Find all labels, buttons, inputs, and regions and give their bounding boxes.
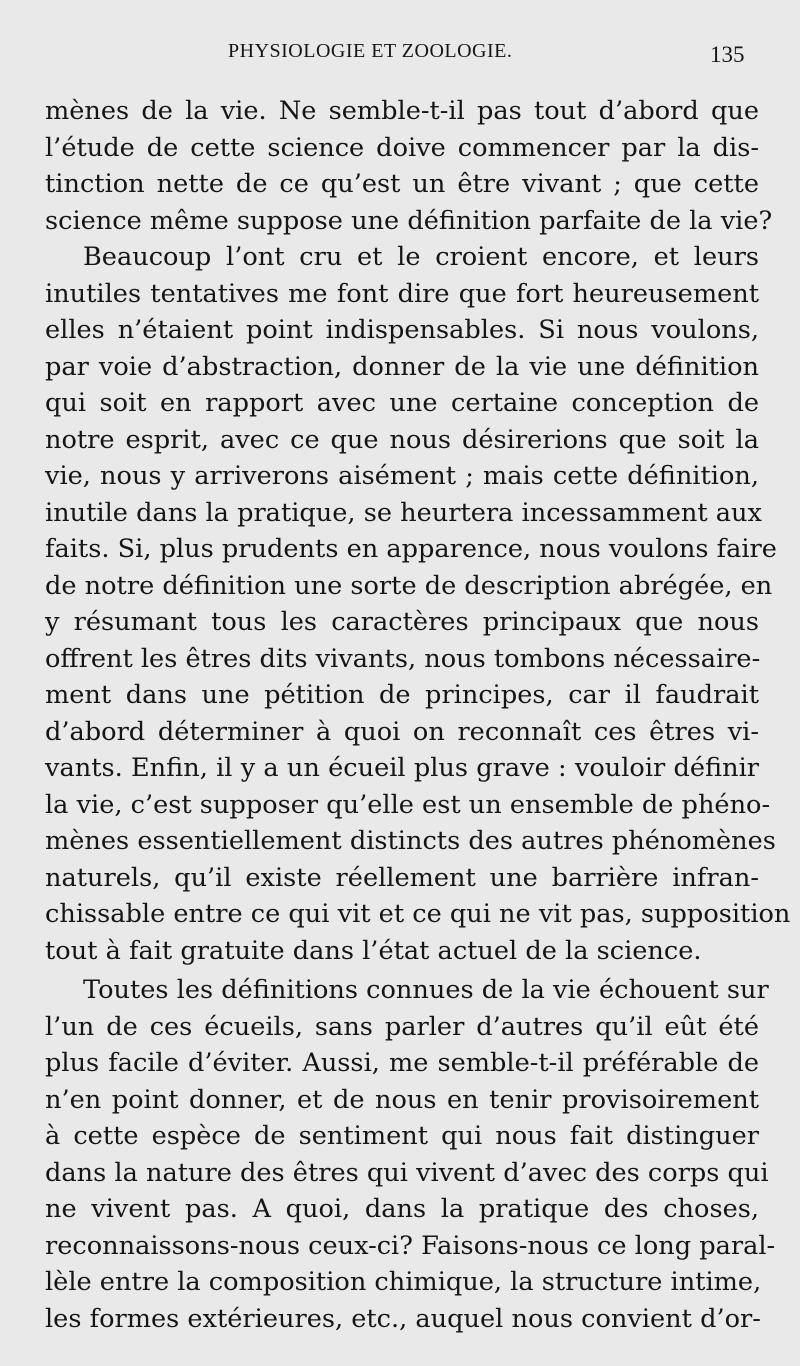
text-line: inutiles tentatives me font dire que fort heureusement	[45, 278, 759, 309]
text-line: mènes de la vie. Ne semble-t-il pas tout d’abord que	[45, 96, 759, 126]
page-number: 135	[710, 42, 745, 67]
text-line: offrent les êtres dits vivants, nous tombons nécessaire-	[45, 643, 761, 674]
text-line: science même suppose une définition parfaite de la vie?	[45, 205, 773, 236]
body-text	[45, 93, 791, 1337]
text-line: ne vivent pas. A quoi, dans la pratique des choses,	[45, 1194, 759, 1224]
text-line: faits. Si, plus prudents en apparence, nous voulons faire	[45, 534, 777, 564]
text-line: mènes essentiellement distincts des autres phénomènes	[45, 826, 776, 856]
text-line: les formes extérieures, etc., auquel nous convient d’or-	[45, 1303, 761, 1334]
text-line: l’étude de cette science doive commencer par la dis-	[45, 132, 759, 163]
text-line: ment dans une pétition de principes, car il faudrait	[45, 680, 759, 710]
text-line: vants. Enfin, il y a un écueil plus grave : vouloir définir	[45, 753, 759, 783]
text-line: y résumant tous les caractères principaux que nous	[45, 607, 759, 637]
paragraph-3	[45, 972, 776, 1337]
text-line: plus facile d’éviter. Aussi, me semble-t-il préférable de	[45, 1048, 759, 1078]
text-line: Toutes les définitions connues de la vie échouent sur	[83, 975, 769, 1005]
paragraph-1	[45, 93, 773, 239]
paragraph-2	[45, 239, 791, 969]
text-line: inutile dans la pratique, se heurtera incessamment aux	[45, 497, 762, 528]
text-line: à cette espèce de sentiment qui nous fait distinguer	[45, 1121, 759, 1151]
running-title: PHYSIOLOGIE ET ZOOLOGIE.	[228, 40, 513, 62]
text-line: Beaucoup l’ont cru et le croient encore, et leurs	[83, 242, 759, 272]
text-line: tout à fait gratuite dans l’état actuel de la science.	[45, 935, 702, 966]
text-line: notre esprit, avec ce que nous désirerions que soit la	[45, 424, 759, 455]
text-line: la vie, c’est supposer qu’elle est un ensemble de phéno-	[45, 789, 771, 820]
text-line: lèle entre la composition chimique, la structure intime,	[45, 1267, 762, 1297]
text-line: elles n’étaient point indispensables. Si nous voulons,	[45, 315, 759, 345]
text-line: vie, nous y arriverons aisément ; mais cette définition,	[45, 461, 759, 491]
text-line: qui soit en rapport avec une certaine conception de	[45, 388, 759, 418]
text-line: naturels, qu’il existe réellement une barrière infran-	[45, 862, 759, 893]
text-line: n’en point donner, et de nous en tenir provisoirement	[45, 1084, 759, 1115]
text-line: l’un de ces écueils, sans parler d’autres qu’il eût été	[45, 1011, 759, 1042]
text-line: dans la nature des êtres qui vivent d’avec des corps qui	[45, 1157, 769, 1188]
text-line: chissable entre ce qui vit et ce qui ne vit pas, supposition	[45, 899, 791, 929]
text-line: de notre définition une sorte de description abrégée, en	[45, 570, 773, 601]
text-line: tinction nette de ce qu’est un être vivant ; que cette	[45, 169, 759, 199]
text-line: d’abord déterminer à quoi on reconnaît ces êtres vi-	[45, 716, 759, 747]
page-header	[0, 40, 800, 80]
text-line: reconnaissons-nous ceux-ci? Faisons-nous ce long paral-	[45, 1230, 776, 1261]
text-line: par voie d’abstraction, donner de la vie une définition	[45, 351, 759, 382]
